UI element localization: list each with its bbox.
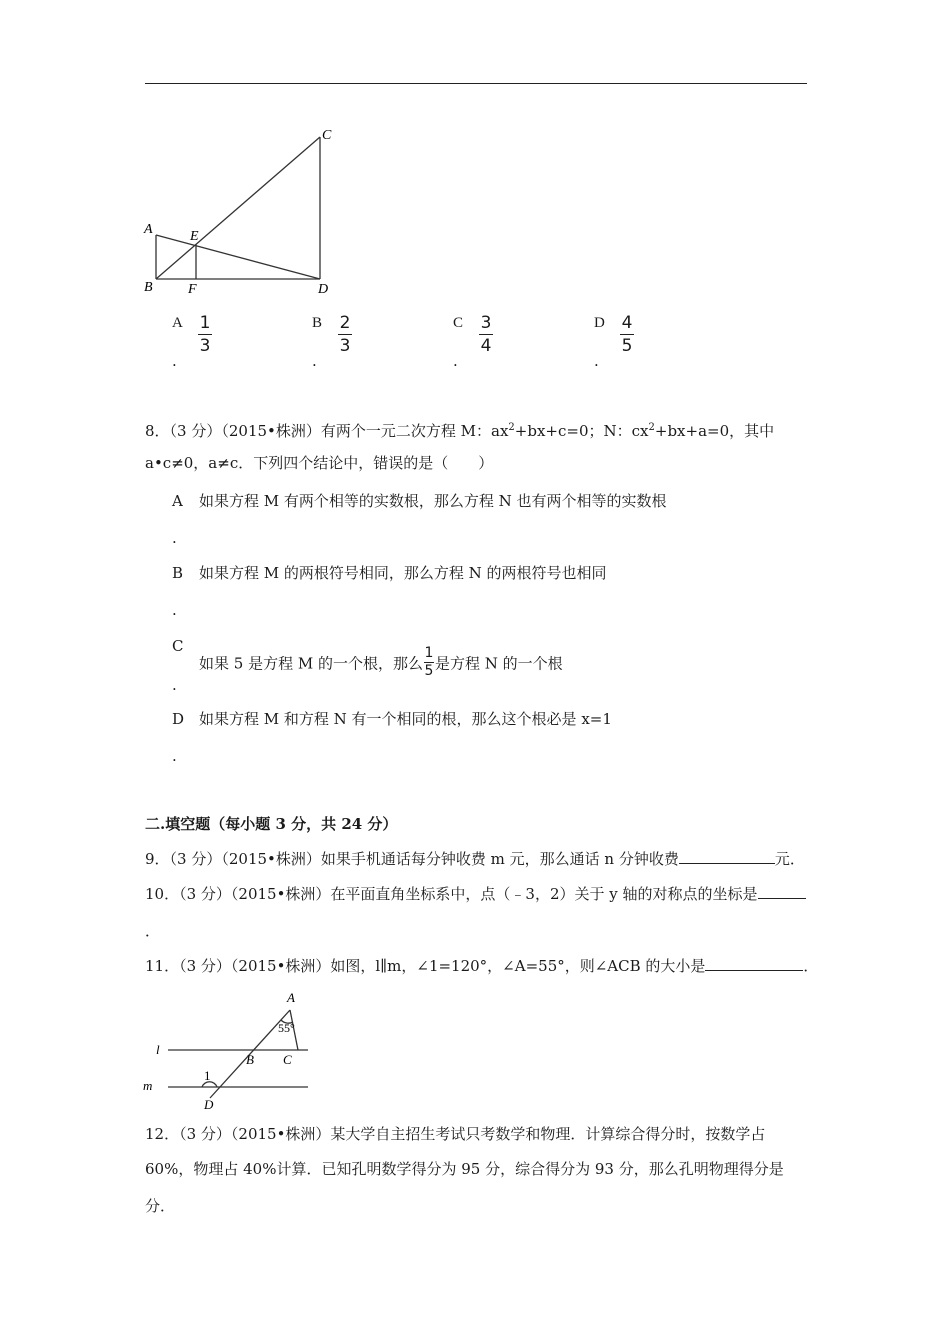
q8-option-c[interactable] <box>172 636 183 656</box>
q10-line2: ． <box>145 922 161 940</box>
option-dot: . <box>172 352 177 370</box>
answer-blank[interactable] <box>705 956 803 971</box>
denominator: 5 <box>424 663 434 679</box>
q11-text: ． <box>803 957 819 975</box>
answer-blank[interactable] <box>758 884 806 899</box>
q10 <box>145 884 806 904</box>
q7-option-d[interactable] <box>594 312 633 356</box>
numerator: 1 <box>199 313 211 333</box>
label-m: m <box>143 1078 153 1093</box>
parallel-lines-figure <box>140 988 315 1110</box>
label-l: l <box>156 1042 160 1057</box>
option-letter: C <box>172 637 184 655</box>
option-text: 如果方程 M 和方程 N 有一个相同的根，那么这个根必是 x=1 <box>199 710 612 728</box>
label-E: E <box>190 229 199 244</box>
label-D: D <box>318 282 329 297</box>
label-F: F <box>188 282 197 297</box>
q11-text: 11．（3 分）（2015•株洲）如图，l∥m，∠1=120°，∠A=55°，则∠ACB 的大小是 <box>145 957 706 975</box>
superscript: 2 <box>508 422 515 433</box>
q10-text: 10．（3 分）（2015•株洲）在平面直角坐标系中，点（﹣3，2）关于 y 轴的对称点的坐标是 <box>145 885 758 903</box>
q8-option-a[interactable] <box>172 491 667 511</box>
option-letter: A <box>172 315 183 331</box>
q9 <box>145 849 805 869</box>
q8-stem-part: 8．（3 分）（2015•株洲）有两个一元二次方程 M：ax <box>145 422 509 440</box>
option-dot: . <box>172 747 177 765</box>
denominator: 4 <box>480 336 492 356</box>
answer-blank[interactable] <box>679 849 775 864</box>
fraction <box>338 314 352 355</box>
option-letter: B <box>312 315 323 331</box>
option-dot: . <box>453 352 458 370</box>
angle-a-label: 55° <box>278 1021 295 1035</box>
q8-stem-part: +bx+a=0，其中 <box>654 422 775 440</box>
label-B: B <box>144 280 153 295</box>
geometry-figure-abcdef <box>140 122 340 300</box>
label-B: B <box>246 1052 254 1067</box>
label-D: D <box>204 1097 214 1110</box>
angle-1-label: 1 <box>204 1068 211 1083</box>
option-dot: . <box>172 676 177 694</box>
q7-option-b[interactable] <box>312 312 351 356</box>
q8-option-b[interactable] <box>172 563 607 583</box>
q8-option-d[interactable] <box>172 709 612 729</box>
q7-option-c[interactable] <box>453 312 492 356</box>
option-text: 如果 5 是方程 M 的一个根，那么 <box>199 654 423 673</box>
q9-text: 元． <box>774 850 805 868</box>
option-text: 是方程 N 的一个根 <box>434 654 563 673</box>
fraction <box>620 314 634 355</box>
q12-line2: 60%，物理占 40%计算．已知孔明数学得分为 95 分，综合得分为 93 分，那么孔明物理得分是 <box>145 1160 784 1178</box>
denominator: 3 <box>339 336 351 356</box>
option-letter: B <box>172 564 184 582</box>
label-A: A <box>287 990 295 1005</box>
option-dot: . <box>312 352 317 370</box>
superscript: 2 <box>648 422 655 433</box>
numerator: 4 <box>621 313 633 333</box>
option-dot: . <box>172 529 177 547</box>
option-letter: D <box>172 710 185 728</box>
option-letter: D <box>594 315 605 331</box>
numerator: 2 <box>339 313 351 333</box>
q12-line3: 分． <box>145 1197 176 1215</box>
numerator: 3 <box>480 313 492 333</box>
label-A: A <box>144 222 153 237</box>
option-text: 如果方程 M 有两个相等的实数根，那么方程 N 也有两个相等的实数根 <box>199 492 667 510</box>
label-C: C <box>283 1052 292 1067</box>
q8-stem-part: +bx+c=0；N：cx <box>514 422 649 440</box>
q9-text: 9．（3 分）（2015•株洲）如果手机通话每分钟收费 m 元，那么通话 n 分钟收费 <box>145 850 679 868</box>
option-dot: . <box>594 352 599 370</box>
section-heading: 二.填空题（每小题 3 分，共 24 分） <box>145 815 398 833</box>
label-C: C <box>322 128 332 143</box>
q8-option-c-text <box>199 645 563 681</box>
q12-line1: 12．（3 分）（2015•株洲）某大学自主招生考试只考数学和物理．计算综合得分时，按数学占 <box>145 1125 766 1143</box>
denominator: 3 <box>199 336 211 356</box>
denominator: 5 <box>621 336 633 356</box>
option-letter: C <box>453 315 464 331</box>
header-rule <box>145 83 807 84</box>
option-letter: A <box>172 492 183 510</box>
fraction <box>198 314 212 355</box>
q8-stem-line1 <box>145 418 774 441</box>
fraction <box>424 646 434 679</box>
fraction <box>479 314 493 355</box>
q11 <box>145 956 818 976</box>
option-text: 如果方程 M 的两根符号相同，那么方程 N 的两根符号也相同 <box>199 564 607 582</box>
q8-stem-line2: a•c≠0，a≠c．下列四个结论中，错误的是（ ） <box>145 454 494 472</box>
option-dot: . <box>172 601 177 619</box>
q7-option-a[interactable] <box>172 312 211 356</box>
numerator: 1 <box>424 645 434 661</box>
